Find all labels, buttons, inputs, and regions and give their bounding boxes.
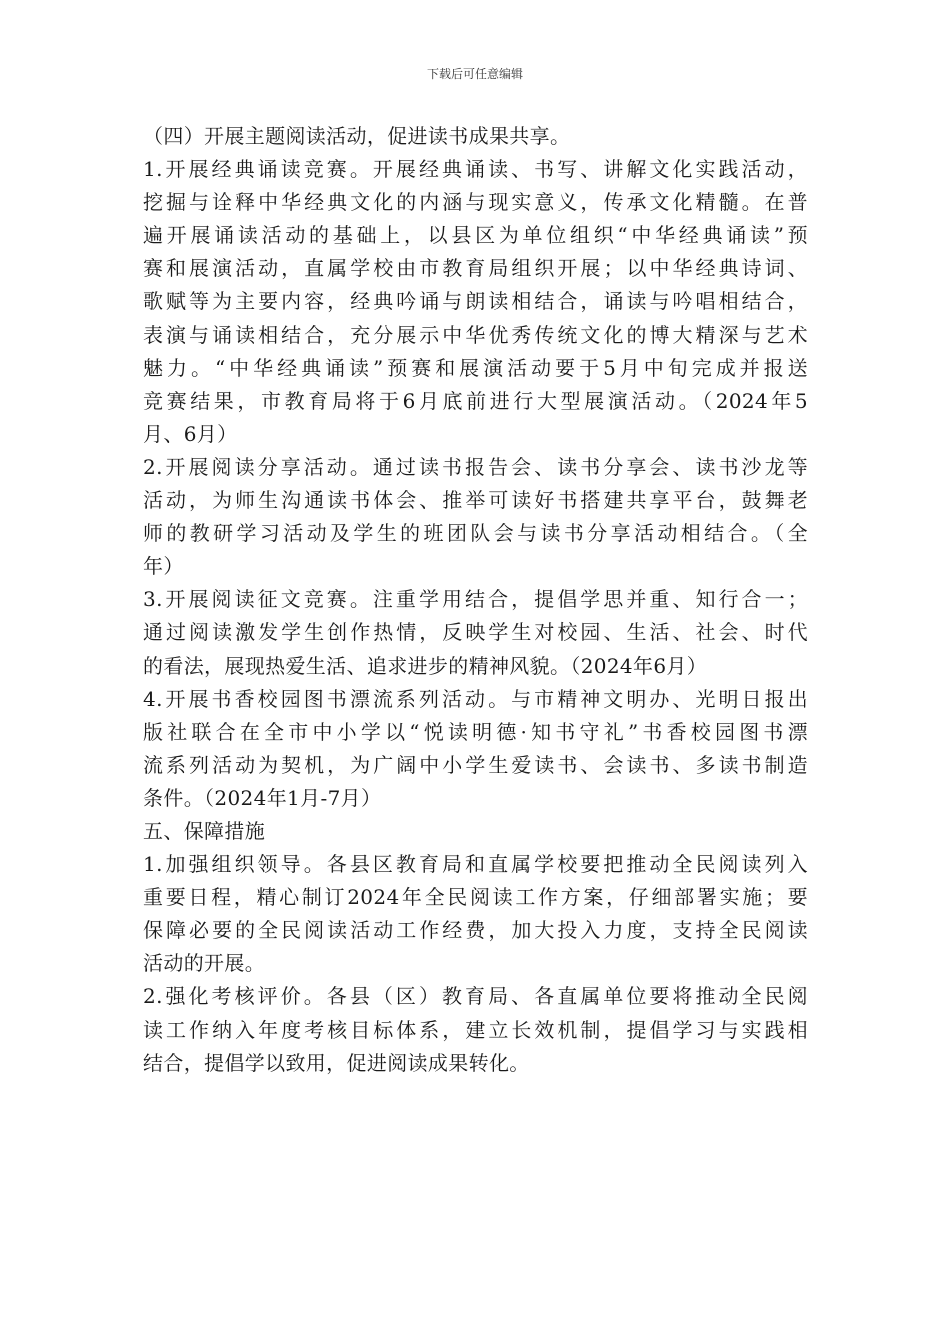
- text-line: 年）: [143, 554, 184, 579]
- text-line: 通过阅读激发学生创作热情，反映学生对校园、生活、社会、时代: [143, 620, 808, 645]
- text-line: 重要日程，精心制订2024年全民阅读工作方案，仔细部署实施；要: [143, 885, 808, 910]
- text-line: 竞赛结果，市教育局将于6月底前进行大型展演活动。（2024年5: [143, 388, 808, 413]
- text-line: 条件。（2024年1月-7月）: [143, 785, 382, 810]
- text-line: 3.开展阅读征文竞赛。注重学用结合，提倡学思并重、知行合一；: [143, 587, 808, 612]
- text-line: 1.加强组织领导。各县区教育局和直属学校要把推动全民阅读列入: [143, 852, 808, 877]
- text-line: 读工作纳入年度考核目标体系，建立长效机制，提倡学习与实践相: [143, 1017, 808, 1042]
- text-line: 魅力。“中华经典诵读”预赛和展演活动要于5月中旬完成并报送: [143, 355, 808, 380]
- text-line: 流系列活动为契机，为广阔中小学生爱读书、会读书、多读书制造: [143, 752, 808, 777]
- page-header: 下载后可任意编辑: [426, 67, 523, 81]
- text-line: 2.开展阅读分享活动。通过读书报告会、读书分享会、读书沙龙等: [143, 454, 808, 479]
- text-line: 遍开展诵读活动的基础上，以县区为单位组织“中华经典诵读”预: [143, 223, 808, 248]
- text-line: 挖掘与诠释中华经典文化的内涵与现实意义，传承文化精髓。在普: [143, 190, 808, 215]
- text-line: 月、6月）: [143, 421, 238, 446]
- text-line: 歌赋等为主要内容，经典吟诵与朗读相结合，诵读与吟唱相结合，: [143, 289, 808, 314]
- text-line: 结合，提倡学以致用，促进阅读成果转化。: [143, 1050, 530, 1075]
- text-line: 4.开展书香校园图书漂流系列活动。与市精神文明办、光明日报出: [143, 686, 808, 711]
- text-line: 版社联合在全市中小学以“悦读明德·知书守礼”书香校园图书漂: [143, 719, 808, 744]
- text-line: 表演与诵读相结合，充分展示中华优秀传统文化的博大精深与艺术: [143, 322, 808, 347]
- text-line: 2.强化考核评价。各县（区）教育局、各直属单位要将推动全民阅: [143, 984, 808, 1009]
- text-line: 师的教研学习活动及学生的班团队会与读书分享活动相结合。（全: [143, 521, 808, 546]
- section-heading: （四）开展主题阅读活动，促进读书成果共享。: [143, 124, 571, 148]
- text-line: 活动，为师生沟通读书体会、推举可读好书搭建共享平台，鼓舞老: [143, 488, 808, 513]
- text-line: 赛和展演活动，直属学校由市教育局组织开展；以中华经典诗词、: [143, 256, 808, 281]
- text-line: 保障必要的全民阅读活动工作经费，加大投入力度，支持全民阅读: [143, 918, 808, 943]
- text-line: 活动的开展。: [143, 951, 266, 976]
- text-line: 1.开展经典诵读竞赛。开展经典诵读、书写、讲解文化实践活动，: [143, 157, 808, 182]
- section-heading: 五、保障措施: [143, 818, 266, 843]
- document-body: [143, 120, 808, 1080]
- text-line: 的看法，展现热爱生活、追求进步的精神风貌。（2024年6月）: [143, 653, 708, 678]
